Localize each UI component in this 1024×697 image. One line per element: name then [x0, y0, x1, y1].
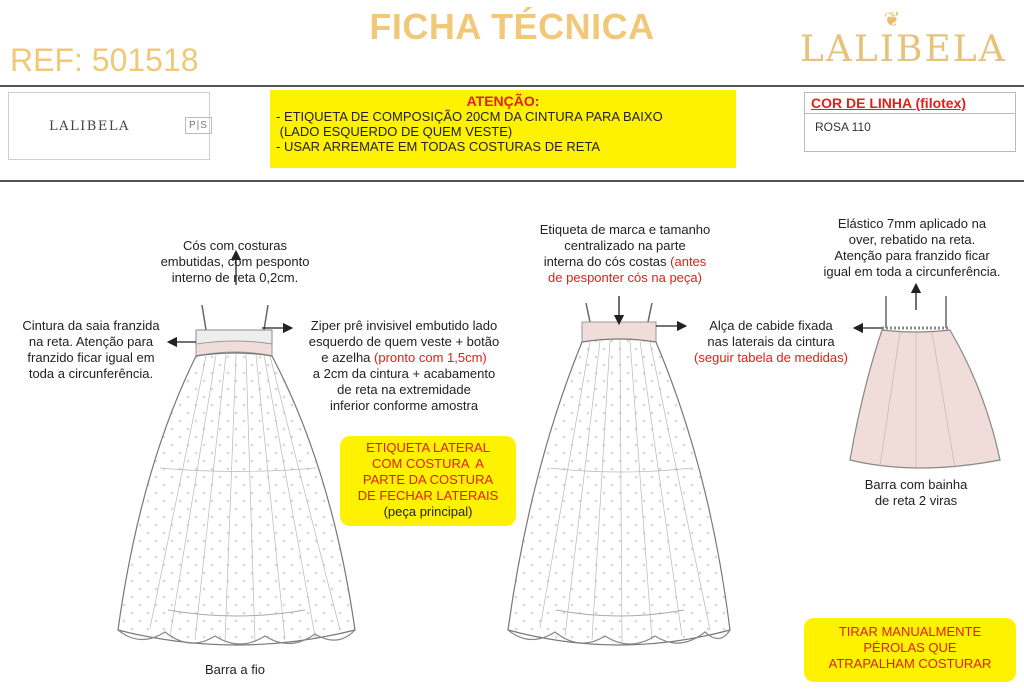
- note-line: Etiqueta de marca e tamanho: [539, 222, 711, 237]
- hanger-loop-note: [676, 318, 866, 366]
- attention-title: ATENÇÃO:: [466, 93, 540, 109]
- note-line: toda a circunferência.: [28, 366, 154, 381]
- brand-name: LALIBELA: [800, 29, 1007, 70]
- note-line: a 2cm da cintura + acabamento: [312, 366, 496, 381]
- pearls-line: ATRAPALHAM COSTURAR: [828, 656, 992, 671]
- attention-line: - USAR ARREMATE EM TODAS COSTURAS DE RETA: [276, 139, 601, 154]
- note-line: na reta. Atenção para: [28, 334, 154, 349]
- pearls-warning-box: [804, 618, 1016, 682]
- note-line: de pesponter cós na peça): [548, 270, 702, 285]
- pearls-line: PÉROLAS QUE: [863, 640, 957, 655]
- note-line: Barra com bainha: [864, 477, 968, 492]
- note-text: e azelha: [321, 350, 375, 365]
- side-label-line: ETIQUETA LATERAL: [366, 440, 490, 455]
- front-hem-note: Barra a fio: [205, 662, 265, 677]
- note-line: nas laterais da cintura: [707, 334, 835, 349]
- gather-note: [6, 318, 176, 382]
- note-line: Elástico 7mm aplicado na: [837, 216, 987, 231]
- note-line: Cós com costuras: [182, 238, 288, 253]
- thread-color-value: ROSA 110: [815, 120, 871, 134]
- note-line: interno de reta 0,2cm.: [171, 270, 299, 285]
- side-label-sub: (peça principal): [383, 504, 473, 519]
- note-line: [286, 350, 522, 366]
- note-line: embutidas, com pesponto: [160, 254, 310, 269]
- thread-color-title: COR DE LINHA (filotex): [811, 95, 967, 111]
- note-line: de reta 2 viras: [874, 493, 958, 508]
- side-label-line: COM COSTURA A: [372, 456, 484, 471]
- attention-line: (LADO ESQUERDO DE QUEM VESTE): [276, 124, 513, 139]
- page-title: FICHA TÉCNICA: [369, 6, 655, 47]
- reference-code: REF: 501518: [10, 42, 199, 78]
- label-sizes: P|S: [185, 117, 212, 134]
- side-label-box: [340, 436, 516, 526]
- pearls-line: TIRAR MANUALMENTE: [838, 624, 982, 639]
- note-highlight: (antes: [670, 254, 707, 269]
- note-line: Atenção para franzido ficar: [834, 248, 990, 263]
- brand-label-note: [510, 222, 740, 286]
- note-line: de reta na extremidade: [337, 382, 471, 397]
- note-line: [510, 254, 740, 270]
- lining-hem-note: [846, 477, 986, 509]
- note-line: centralizado na parte: [564, 238, 686, 253]
- note-line: (seguir tabela de medidas): [694, 350, 848, 365]
- note-text: interna do cós costas: [543, 254, 671, 269]
- note-line: franzido ficar igual em: [27, 350, 155, 365]
- note-line: Alça de cabide fixada: [709, 318, 833, 333]
- note-line: esquerdo de quem veste + botão: [308, 334, 500, 349]
- label-brand-name: LALIBELA: [49, 119, 130, 134]
- front-skirt-drawing: [118, 255, 355, 645]
- note-line: inferior conforme amostra: [329, 398, 479, 413]
- note-line: over, rebatido na reta.: [848, 232, 976, 247]
- side-label-line: DE FECHAR LATERAIS: [357, 488, 499, 503]
- zipper-note: [286, 318, 522, 414]
- attention-line: - ETIQUETA DE COMPOSIÇÃO 20CM DA CINTURA PARA BAIXO: [276, 109, 663, 124]
- note-line: Ziper prê invisivel embutido lado: [310, 318, 498, 333]
- waistband-note: [132, 238, 338, 286]
- note-highlight: (pronto com 1,5cm): [374, 350, 487, 365]
- bee-icon: ❦: [883, 9, 901, 31]
- side-label-line: PARTE DA COSTURA: [362, 472, 494, 487]
- lining-skirt-drawing: [850, 288, 1000, 470]
- note-line: Cintura da saia franzida: [22, 318, 160, 333]
- note-line: igual em toda a circunferência.: [823, 264, 1001, 279]
- elastic-note: [800, 216, 1024, 280]
